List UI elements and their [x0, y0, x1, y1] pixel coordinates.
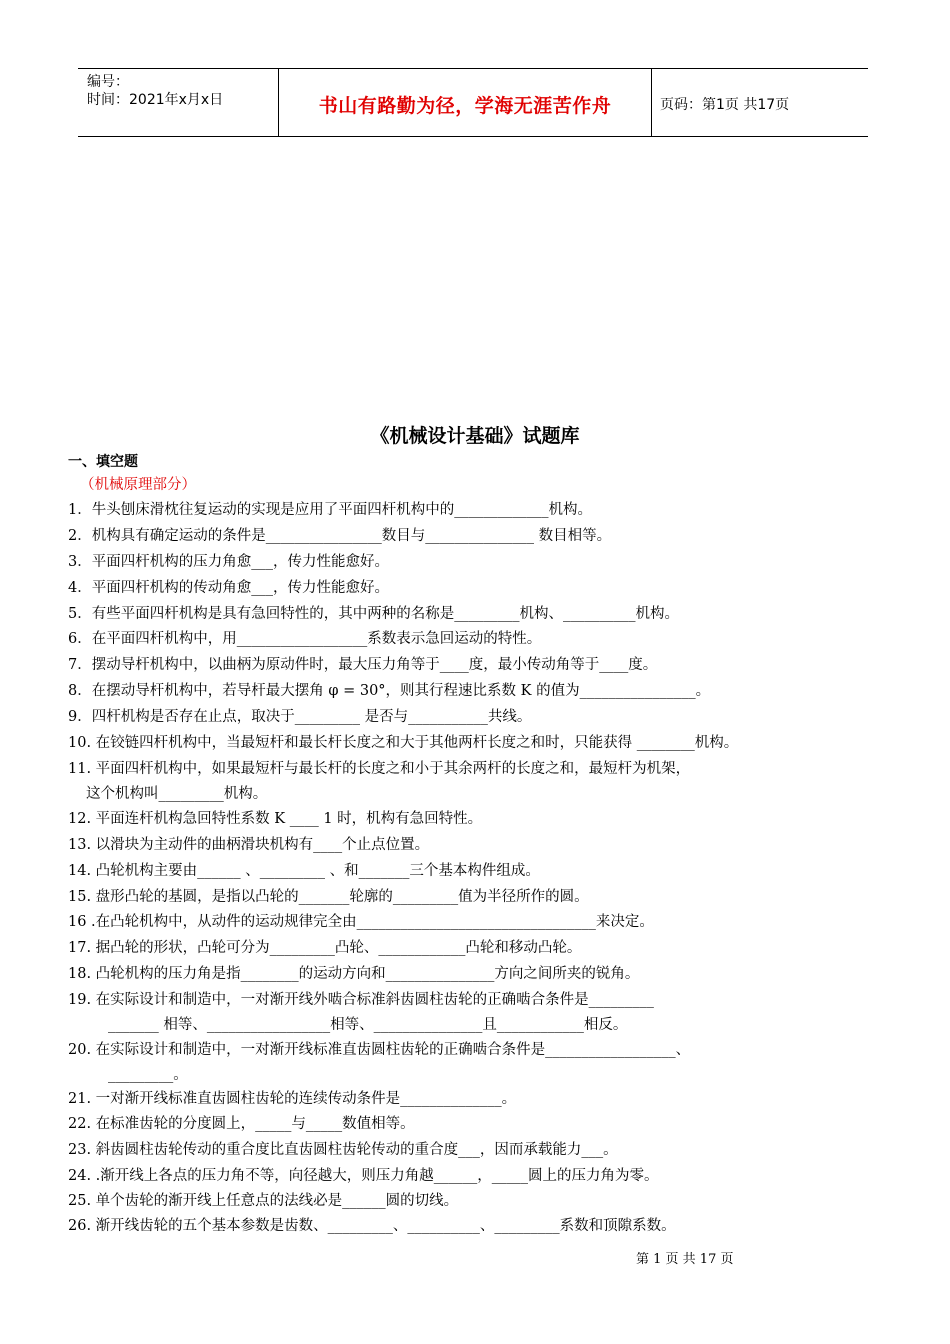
- question-item: 7．摆动导杆机构中，以曲柄为原动件时，最大压力角等于____度，最小传动角等于____度。: [68, 657, 658, 673]
- header-motto-cell: [278, 69, 652, 136]
- question-item: 3．平面四杆机构的压力角愈___，传力性能愈好。: [68, 554, 389, 570]
- question-item: 21. 一对渐开线标准直齿圆柱齿轮的连续传动条件是______________。: [68, 1091, 517, 1107]
- serial-label: 编号：: [87, 74, 129, 90]
- section-heading: 一、填空题: [68, 454, 138, 470]
- question-item: 15. 盘形凸轮的基圆，是指以凸轮的_______轮廓的_________值为半径所作的圆。: [68, 889, 589, 905]
- subsection-heading: （机械原理部分）: [80, 477, 196, 493]
- header-page-cell: [651, 69, 868, 136]
- question-item: 26. 渐开线齿轮的五个基本参数是齿数、_________、__________、_________系数和顶隙系数。: [68, 1218, 676, 1234]
- question-item: 11. 平面四杆机构中，如果最短杆与最长杆的长度之和小于其余两杆的长度之和，最短杆为机架，: [68, 761, 691, 777]
- question-item: 14. 凸轮机构主要由______ 、_________ 、和_______三个基本构件组成。: [68, 863, 540, 879]
- motto: 书山有路勤为径，学海无涯苦作舟: [318, 95, 612, 117]
- question-item: 4．平面四杆机构的传动角愈___，传力性能愈好。: [68, 580, 389, 596]
- question-continuation: 这个机构叫_________机构。: [86, 786, 268, 802]
- question-item: 8．在摆动导杆机构中，若导杆最大摆角 φ = 30°，则其行程速比系数 K 的值为________________。: [68, 683, 711, 699]
- question-item: 9．四杆机构是否存在止点，取决于_________ 是否与___________共线。: [68, 709, 532, 725]
- date-line: 时间：2021年x月x日: [87, 92, 224, 108]
- header-info-cell: [78, 69, 278, 136]
- question-item: 18. 凸轮机构的压力角是指________的运动方向和_______________方向之间所夹的锐角。: [68, 966, 640, 982]
- page-header: [78, 68, 868, 137]
- question-continuation: _________。: [108, 1067, 188, 1083]
- page-info: 页码：第1页 共17页: [660, 97, 790, 113]
- question-item: 1．牛头刨床滑枕往复运动的实现是应用了平面四杆机构中的_____________机构。: [68, 502, 592, 518]
- question-item: 2．机构具有确定运动的条件是________________数目与_______________ 数目相等。: [68, 528, 612, 544]
- question-item: 17. 据凸轮的形状，凸轮可分为_________凸轮、____________凸轮和移动凸轮。: [68, 940, 582, 956]
- question-item: 20. 在实际设计和制造中，一对渐开线标准直齿圆柱齿轮的正确啮合条件是__________________、: [68, 1042, 691, 1058]
- question-item: 25. 单个齿轮的渐开线上任意点的法线必是______圆的切线。: [68, 1193, 459, 1209]
- question-item: 19. 在实际设计和制造中，一对渐开线外啮合标准斜齿圆柱齿轮的正确啮合条件是_________: [68, 992, 654, 1008]
- document-title: 《机械设计基础》试题库: [370, 425, 580, 447]
- question-item: 23. 斜齿圆柱齿轮传动的重合度比直齿圆柱齿轮传动的重合度___，因而承载能力___。: [68, 1142, 618, 1158]
- question-item: 16 .在凸轮机构中，从动件的运动规律完全由_________________________________来决定。: [68, 914, 654, 930]
- question-item: 24. .渐开线上各点的压力角不等，向径越大，则压力角越______，_____圆上的压力角为零。: [68, 1168, 659, 1184]
- question-item: 6．在平面四杆机构中，用__________________系数表示急回运动的特性。: [68, 631, 542, 647]
- question-item: 12. 平面连杆机构急回特性系数 K ____ 1 时，机构有急回特性。: [68, 811, 483, 827]
- question-continuation: _______ 相等、_________________相等、_______________且____________相反。: [108, 1017, 628, 1033]
- question-item: 10. 在铰链四杆机构中，当最短杆和最长杆长度之和大于其他两杆长度之和时，只能获得 ________机构。: [68, 735, 739, 751]
- question-item: 5．有些平面四杆机构是具有急回特性的，其中两种的名称是_________机构、__________机构。: [68, 606, 679, 622]
- question-item: 13. 以滑块为主动件的曲柄滑块机构有____个止点位置。: [68, 837, 430, 853]
- question-item: 22. 在标准齿轮的分度圆上，_____与_____数值相等。: [68, 1116, 415, 1132]
- page-footer: 第 1 页 共 17 页: [636, 1252, 734, 1267]
